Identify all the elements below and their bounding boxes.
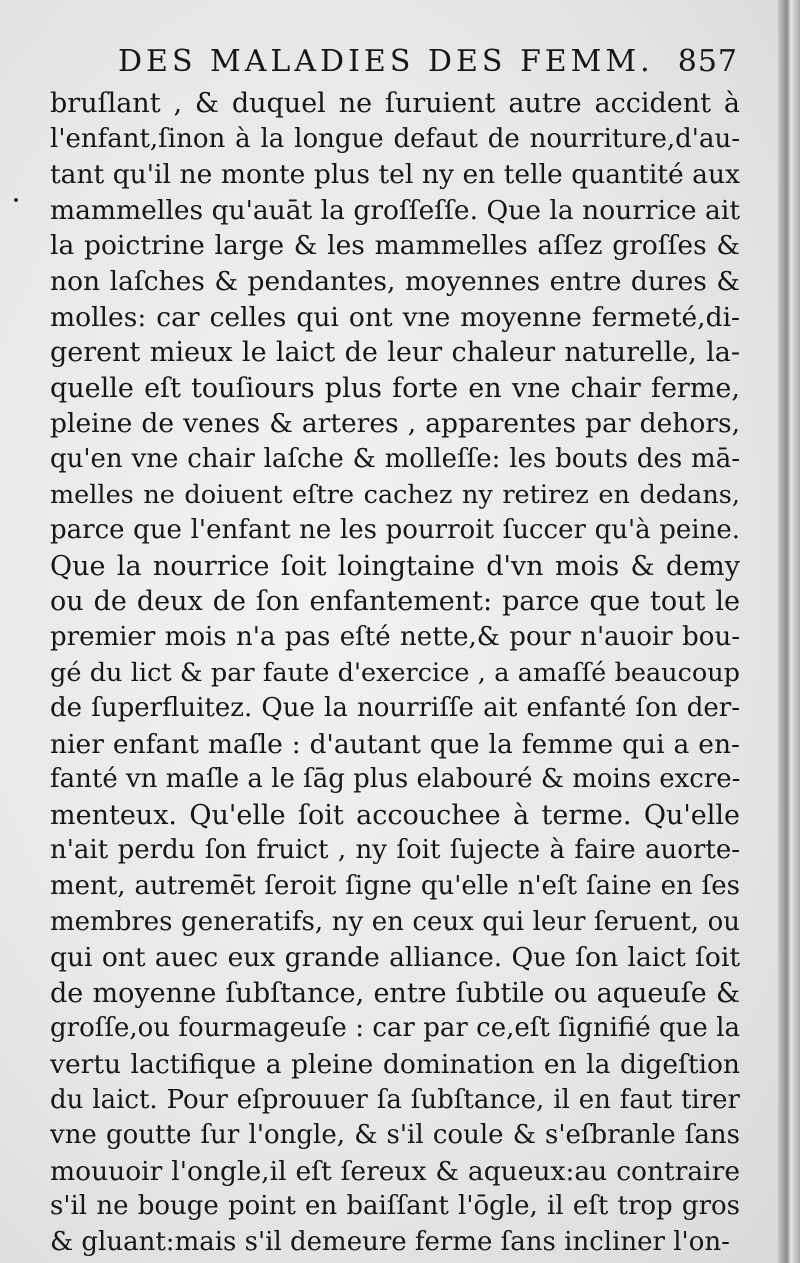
text-line: qu'en vne chair laſche & molleſſe: les bouts des mā-	[50, 443, 740, 474]
text-line: non laſches & pendantes, moyennes entre dures &	[50, 265, 740, 297]
text-line: gé du lict & par faute d'exercice , a amaſſé beaucoup	[50, 657, 740, 688]
text-line: du laict. Pour eſprouuer ſa ſubſtance, il en faut tirer	[50, 1084, 740, 1115]
text-line: l'enfant,ſinon à la longue defaut de nourriture,d'au-	[50, 123, 740, 154]
page-header	[118, 44, 738, 84]
body-text	[50, 86, 740, 1261]
text-line: & gluant:mais s'il demeure ferme ſans incliner l'on-	[50, 1227, 730, 1257]
text-line: membres generatifs, ny en ceux qui leur ſeruent, ou	[50, 906, 740, 937]
page-edge	[778, 0, 800, 1263]
text-line: vertu lactifique a pleine domination en la digeſtion	[50, 1049, 740, 1081]
text-line: molles: car celles qui ont vne moyenne fermeté,di-	[50, 301, 740, 333]
text-line: parce que l'enfant ne les pourroit ſuccer qu'à peine.	[50, 515, 740, 546]
text-line: qui ont auec eux grande alliance. Que ſon laict ſoit	[50, 942, 740, 974]
text-line: mouuoir l'ongle,il eſt ſereux & aqueux:au contraire	[50, 1155, 740, 1187]
text-line: ment, autremēt ſeroit ſigne qu'elle n'eſt ſaine en ſes	[50, 871, 740, 902]
text-line: nier enfant maſle : d'autant que la femme qui a en-	[50, 728, 740, 760]
text-line: gerent mieux le laict de leur chaleur naturelle, la-	[50, 337, 740, 369]
text-line: de moyenne ſubſtance, entre ſubtile ou aqueuſe &	[50, 977, 740, 1009]
text-line: de ſuperfluitez. Que la nourriſſe ait enfanté ſon der-	[50, 693, 740, 724]
page-number: 857	[677, 44, 738, 79]
text-line: vne goutte ſur l'ongle, & s'il coule & s'eſbranle ſans	[50, 1120, 740, 1151]
text-line: groſſe,ou fourmageuſe : car par ce,eſt ſignifié que la	[50, 1013, 740, 1044]
text-line: pleine de venes & arteres , apparentes par dehors,	[50, 408, 740, 440]
margin-mark	[14, 198, 18, 202]
text-line: Que la nourrice ſoit loingtaine d'vn mois & demy	[50, 550, 740, 582]
running-title: DES MALADIES DES FEMM.	[118, 44, 654, 79]
text-line: n'ait perdu ſon fruict , ny ſoit ſujecte à faire auorte-	[50, 835, 740, 866]
text-line: menteux. Qu'elle ſoit accouchee à terme. Qu'elle	[50, 799, 740, 831]
text-line: quelle eſt touſiours plus forte en vne chair ferme,	[50, 372, 740, 404]
text-line: melles ne doiuent eſtre cachez ny retirez en dedans,	[50, 479, 740, 510]
text-line: la poictrine large & les mammelles aſſez groſſes &	[50, 230, 740, 262]
text-line: fanté vn maſle a le ſāg plus elabouré & moins excre-	[50, 764, 740, 795]
text-line: mammelles qu'auāt la groſſeſſe. Que la nourrice ait	[50, 194, 740, 226]
text-line: ou de deux de ſon enfantement: parce que tout le	[50, 586, 740, 618]
text-line: s'il ne bouge point en baiſſant l'ōgle, il eſt trop gros	[50, 1191, 740, 1222]
text-line: bruſlant , & duquel ne ſuruient autre accident à	[50, 88, 740, 119]
text-line: tant qu'il ne monte plus tel ny en telle quantité aux	[50, 159, 740, 191]
text-line: premier mois n'a pas eſté nette,& pour n'auoir bou-	[50, 621, 740, 652]
